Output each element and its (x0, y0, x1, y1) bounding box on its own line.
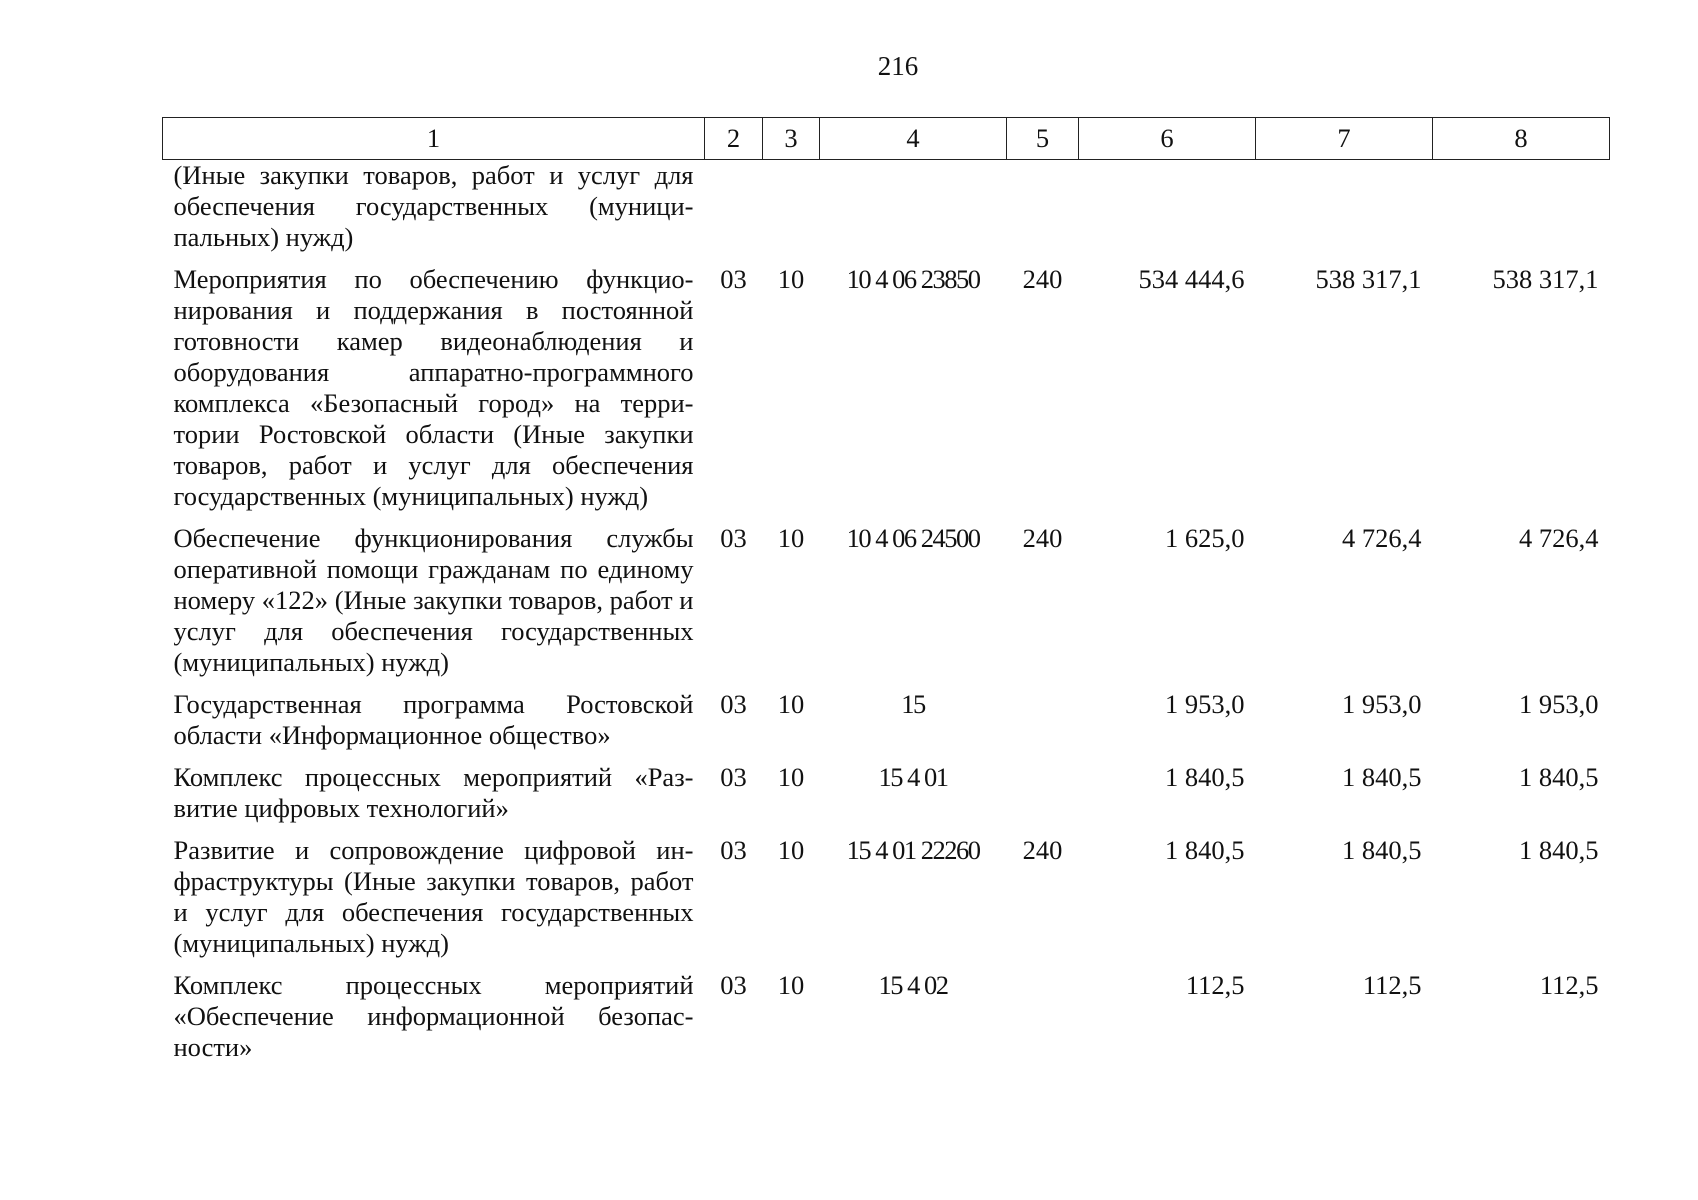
table-row (163, 970, 1610, 1074)
header-col-1: 1 (163, 118, 705, 160)
row-name: Государственная программа Ростовской области «Информационное общество» (173, 689, 694, 750)
row-value-col7: 112,5 (1362, 970, 1422, 1000)
row-value-col8: 538 317,1 (1492, 264, 1599, 294)
row-value-col7: 1 953,0 (1342, 689, 1422, 719)
row-type (1007, 689, 1079, 762)
row-subsection: 10 (777, 689, 805, 719)
row-subsection: 10 (777, 762, 805, 792)
row-value-col6: 1 840,5 (1165, 762, 1245, 792)
row-section: 03 (720, 970, 747, 1000)
row-value-col7: 538 317,1 (1315, 264, 1422, 294)
row-code: 15 4 02 (878, 970, 948, 1000)
row-section: 03 (720, 835, 747, 865)
row-name: (Иные закупки товаров, работ и услуг для обеспечения государственных (муниципальных) нужд) (173, 160, 694, 252)
row-type (1007, 160, 1079, 265)
row-name: Обеспечение функционирования службы оперативной помощи гражданам по единому номеру «122» (Иные закупки товаров, работ и услуг для обеспечения государственных (муниципальных) нужд) (173, 523, 694, 677)
row-type: 240 (1022, 523, 1063, 553)
row-code: 15 (901, 689, 925, 719)
row-type: 240 (1022, 264, 1063, 294)
header-col-3: 3 (763, 118, 820, 160)
row-subsection (763, 160, 820, 265)
row-value-col7: 1 840,5 (1342, 835, 1422, 865)
header-col-2: 2 (705, 118, 763, 160)
row-type (1007, 762, 1079, 835)
row-value-col7: 1 840,5 (1342, 762, 1422, 792)
row-value-col6 (1079, 160, 1256, 265)
row-section: 03 (720, 762, 747, 792)
row-type (1007, 970, 1079, 1074)
table-row (163, 264, 1610, 523)
table-row (163, 523, 1610, 689)
row-value-col8: 1 953,0 (1519, 689, 1599, 719)
row-subsection: 10 (777, 835, 805, 865)
row-section (705, 160, 763, 265)
row-name: Развитие и сопровождение цифровой инфраструктуры (Иные закупки товаров, работ и услуг для обеспечения государственных (муниципальных) нужд) (173, 835, 694, 958)
row-value-col8: 1 840,5 (1519, 762, 1599, 792)
table-row (163, 762, 1610, 835)
table-row (163, 689, 1610, 762)
budget-table (162, 117, 1610, 1074)
row-value-col8: 112,5 (1539, 970, 1599, 1000)
row-section: 03 (720, 689, 747, 719)
row-value-col8: 1 840,5 (1519, 835, 1599, 865)
row-code: 15 4 01 (878, 762, 948, 792)
page-number: 216 (877, 51, 919, 81)
row-section: 03 (720, 264, 747, 294)
row-type: 240 (1022, 835, 1063, 865)
row-name: Комплекс процессных мероприятий «Обеспечение информационной безопасности» (173, 970, 694, 1062)
row-code: 15 4 01 22260 (846, 835, 980, 865)
row-value-col8: 4 726,4 (1519, 523, 1599, 553)
row-name: Мероприятия по обеспечению функционирования и поддержания в постоянной готовности камер видеонаблюдения и оборудования аппаратно-программного комплекса «Безопасный город» на территории Ростовской области (Иные закупки товаров, работ и услуг для обеспечения государственных (муниципальных) нужд) (173, 264, 694, 511)
row-subsection: 10 (777, 264, 805, 294)
row-value-col6: 112,5 (1185, 970, 1245, 1000)
row-code: 10 4 06 23850 (846, 264, 980, 294)
row-value-col6: 534 444,6 (1138, 264, 1245, 294)
header-row (163, 118, 1610, 160)
row-value-col6: 1 840,5 (1165, 835, 1245, 865)
header-col-4: 4 (820, 118, 1007, 160)
row-value-col6: 1 953,0 (1165, 689, 1245, 719)
row-section: 03 (720, 523, 747, 553)
row-subsection: 10 (777, 970, 805, 1000)
header-col-8: 8 (1433, 118, 1610, 160)
row-name: Комплекс процессных мероприятий «Развитие цифровых технологий» (173, 762, 694, 823)
header-col-6: 6 (1079, 118, 1256, 160)
table-row (163, 160, 1610, 265)
table-header (163, 118, 1610, 160)
row-subsection: 10 (777, 523, 805, 553)
header-col-5: 5 (1007, 118, 1079, 160)
row-value-col7: 4 726,4 (1342, 523, 1422, 553)
table-row (163, 835, 1610, 970)
row-value-col6: 1 625,0 (1165, 523, 1245, 553)
row-code: 10 4 06 24500 (846, 523, 980, 553)
row-value-col8 (1433, 160, 1610, 265)
header-col-7: 7 (1256, 118, 1433, 160)
row-value-col7 (1256, 160, 1433, 265)
row-code (820, 160, 1007, 265)
table-body (163, 160, 1610, 1075)
